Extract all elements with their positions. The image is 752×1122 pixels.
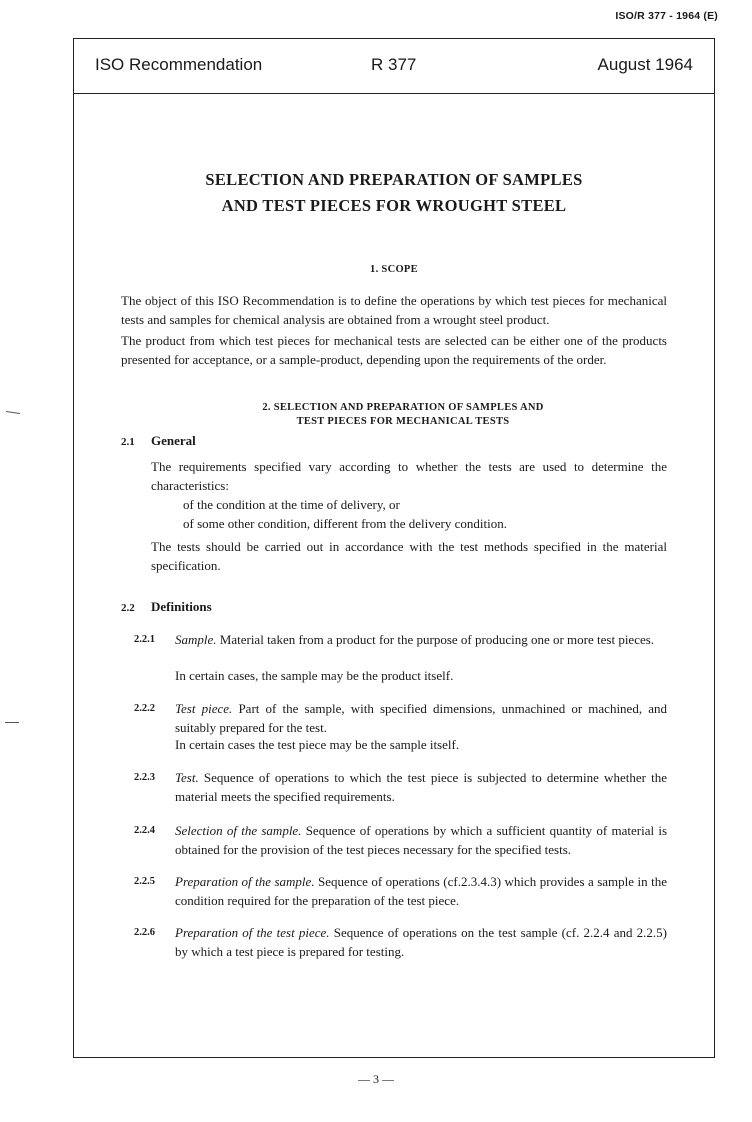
general-item-2: of some other condition, different from the delivery condition. bbox=[183, 516, 507, 531]
definition-number: 2.2.3 bbox=[134, 772, 155, 783]
header-bar bbox=[73, 38, 715, 94]
definition-term: Preparation of the test piece. bbox=[175, 925, 330, 940]
general-title: General bbox=[151, 433, 196, 448]
definition-text bbox=[175, 631, 667, 650]
definition-number: 2.2.4 bbox=[134, 825, 155, 836]
section-2-heading-line-2: TEST PIECES FOR MECHANICAL TESTS bbox=[296, 416, 510, 427]
definition-term: Test piece. bbox=[175, 701, 233, 716]
page-number: — 3 — bbox=[358, 1072, 394, 1086]
margin-mark bbox=[6, 411, 20, 414]
definition-body: Material taken from a product for the purpose of producing one or more test pieces. bbox=[216, 632, 655, 647]
general-paragraph-2: The tests should be carried out in accordance with the test methods specified in the material specification. bbox=[151, 539, 667, 573]
definition-number: 2.2.6 bbox=[134, 927, 155, 938]
header-left: ISO Recommendation bbox=[95, 55, 263, 74]
general-paragraph-1: The requirements specified vary according to whether the tests are used to determine the characteristics: bbox=[151, 459, 667, 493]
definition-text bbox=[175, 873, 667, 910]
definitions-title: Definitions bbox=[151, 599, 212, 614]
general-item-1: of the condition at the time of delivery, or bbox=[183, 497, 400, 512]
margin-mark bbox=[5, 722, 19, 723]
definition-body: Sequence of operations on the test sample (cf. 2.2.4 and 2.2.5) by which a test piece is prepared for testing. bbox=[175, 925, 667, 959]
definition-term: Test. bbox=[175, 770, 199, 785]
definition-number: 2.2.5 bbox=[134, 876, 155, 887]
document-id: ISO/R 377 - 1964 (E) bbox=[615, 10, 718, 22]
definitions-number: 2.2 bbox=[121, 602, 135, 614]
title-line-1: SELECTION AND PREPARATION OF SAMPLES bbox=[205, 170, 583, 189]
definition-text bbox=[175, 700, 667, 737]
definition-body: Sequence of operations by which a sufficient quantity of material is obtained for the provision of the test pieces necessary for the specified tests. bbox=[175, 823, 667, 857]
definition-text bbox=[175, 822, 667, 859]
header-middle: R 377 bbox=[371, 55, 417, 74]
definition-text bbox=[175, 769, 667, 806]
definition-extra: In certain cases the test piece may be the sample itself. bbox=[175, 737, 460, 752]
scope-paragraph-1: The object of this ISO Recommendation is to define the operations by which test pieces for mechanical tests and samples for chemical analysis are obtained from a wrought steel product. bbox=[121, 293, 667, 327]
definition-term: Sample. bbox=[175, 632, 217, 647]
definition-number: 2.2.2 bbox=[134, 703, 155, 714]
header-right: August 1964 bbox=[597, 55, 693, 74]
section-2-heading-line-1: 2. SELECTION AND PREPARATION OF SAMPLES AND bbox=[262, 402, 544, 413]
definition-term: Preparation of the sample. bbox=[175, 874, 315, 889]
section-1-heading: 1. SCOPE bbox=[370, 264, 418, 275]
general-number: 2.1 bbox=[121, 436, 135, 448]
definition-extra: In certain cases, the sample may be the product itself. bbox=[175, 668, 454, 683]
definition-body: Sequence of operations (cf.2.3.4.3) which provides a sample in the condition required for the preparation of the test piece. bbox=[175, 874, 667, 908]
title-line-2: AND TEST PIECES FOR WROUGHT STEEL bbox=[221, 196, 567, 215]
definition-term: Selection of the sample. bbox=[175, 823, 302, 838]
definition-body: Sequence of operations to which the test piece is subjected to determine whether the material meets the specified requirements. bbox=[175, 770, 667, 804]
definition-text bbox=[175, 924, 667, 961]
scope-paragraph-2: The product from which test pieces for mechanical tests are selected can be either one of the products presented for acceptance, or a sample-product, depending upon the requirements of the order. bbox=[121, 333, 667, 367]
definition-body: Part of the sample, with specified dimensions, unmachined or machined, and suitably prepared for the test. bbox=[175, 701, 667, 735]
definition-number: 2.2.1 bbox=[134, 634, 155, 645]
